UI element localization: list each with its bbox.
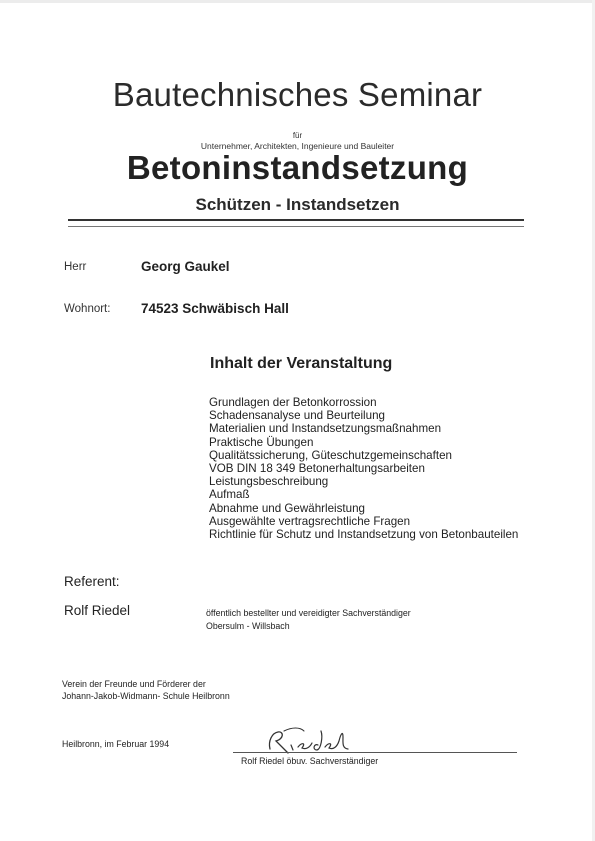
organizer-line-2: Johann-Jakob-Widmann- Schule Heilbronn — [62, 691, 230, 701]
referent-location: Obersulm - Willsbach — [206, 621, 290, 631]
place-date: Heilbronn, im Februar 1994 — [62, 739, 170, 749]
list-item: Ausgewählte vertragsrechtliche Fragen — [209, 514, 411, 528]
list-item: Schadensanalyse und Beurteilung — [209, 409, 385, 423]
for-label: für — [292, 131, 303, 140]
list-item: Richtlinie für Schutz und Instandsetzung von Betonbauteilen — [209, 528, 519, 542]
list-item: Leistungsbeschreibung — [209, 475, 329, 489]
header-divider-thin — [68, 226, 524, 227]
handwritten-signature — [262, 723, 362, 759]
list-item: Qualitätssicherung, Güteschutzgemeinschaften — [209, 448, 452, 462]
main-title: Betoninstandsetzung — [126, 149, 469, 186]
referent-label: Referent: — [64, 574, 120, 589]
contents-list — [209, 396, 518, 541]
organizer-line-1: Verein der Freunde und Förderer der — [62, 679, 206, 689]
residence-label: Wohnort: — [64, 303, 111, 315]
list-item: Abnahme und Gewährleistung — [209, 501, 365, 515]
seminar-title: Bautechnisches Seminar — [112, 76, 483, 113]
list-item: VOB DIN 18 349 Betonerhaltungsarbeiten — [209, 462, 425, 476]
header-divider-thick — [68, 219, 524, 221]
signature-caption: Rolf Riedel öbuv. Sachverständiger — [241, 756, 379, 766]
scan-edge-top — [0, 0, 595, 3]
list-item: Aufmaß — [209, 488, 250, 502]
list-item: Grundlagen der Betonkorrossion — [209, 396, 377, 409]
referent-name: Rolf Riedel — [64, 603, 131, 618]
participant-name: Georg Gaukel — [141, 259, 230, 274]
referent-title: öffentlich bestellter und vereidigter Sachverständiger — [206, 608, 411, 618]
list-item: Praktische Übungen — [209, 435, 314, 449]
signature-line — [233, 752, 517, 753]
list-item: Materialien und Instandsetzungsmaßnahmen — [209, 422, 442, 436]
audience-line: Unternehmer, Architekten, Ingenieure und Bauleiter — [200, 141, 395, 151]
contents-heading: Inhalt der Veranstaltung — [210, 355, 393, 372]
subtitle: Schützen - Instandsetzen — [195, 195, 400, 214]
participant-residence: 74523 Schwäbisch Hall — [141, 301, 289, 316]
salutation-label: Herr — [64, 261, 87, 273]
